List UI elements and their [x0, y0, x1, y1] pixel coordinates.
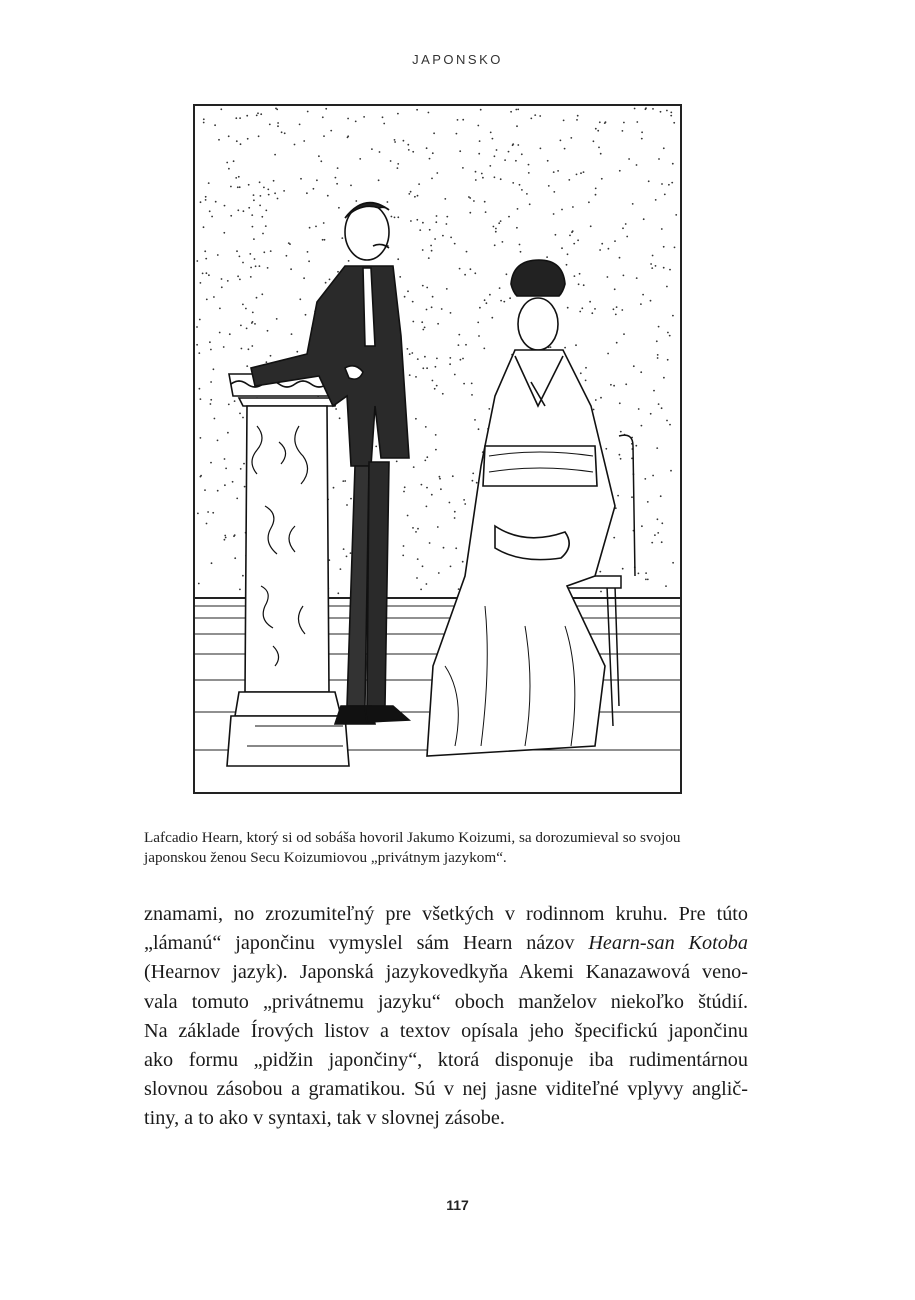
body-line — [144, 929, 748, 958]
caption-line: Lafcadio Hearn, ktorý si od sobáša hovoril Jakumo Koizumi, sa dorozumieval so svojou — [144, 829, 681, 846]
body-line: Na základe Írových listov a textov opísala jeho špecifickú japončinu — [144, 1019, 748, 1042]
body-line: tiny, a to ako v syntaxi, tak v slovnej zásobe. — [144, 1107, 505, 1130]
body-line-text: „lámanú“ japončinu vymyslel sám Hearn názov — [144, 932, 589, 955]
body-line: vala tomuto „privátnemu jazyku“ oboch manželov niekoľko štúdií. — [144, 990, 748, 1013]
illustration — [193, 104, 682, 794]
figure-caption — [144, 828, 784, 868]
body-line: znamami, no zrozumiteľný pre všetkých v rodinnom kruhu. Pre túto — [144, 903, 748, 925]
caption-line: japonskou ženou Secu Koizumiovou „privátnym jazykom“. — [144, 849, 507, 866]
body-line: slovnou zásobou a gramatikou. Sú v nej jasne viditeľné vplyvy anglič- — [144, 1078, 748, 1101]
body-paragraph — [144, 900, 748, 1134]
body-line: ako formu „pidžin japončiny“, ktorá disponuje iba rudimentárnou — [144, 1049, 748, 1072]
pedestal — [227, 374, 349, 766]
running-head: JAPONSKO — [412, 52, 503, 67]
illustration-drawing — [195, 106, 680, 792]
body-line: (Hearnov jazyk). Japonská jazykovedkyňa Akemi Kanazawová veno- — [144, 961, 748, 984]
woman-figure — [427, 260, 615, 756]
italic-term: Hearn-san Kotoba — [588, 932, 748, 955]
page-number: 117 — [446, 1197, 469, 1213]
